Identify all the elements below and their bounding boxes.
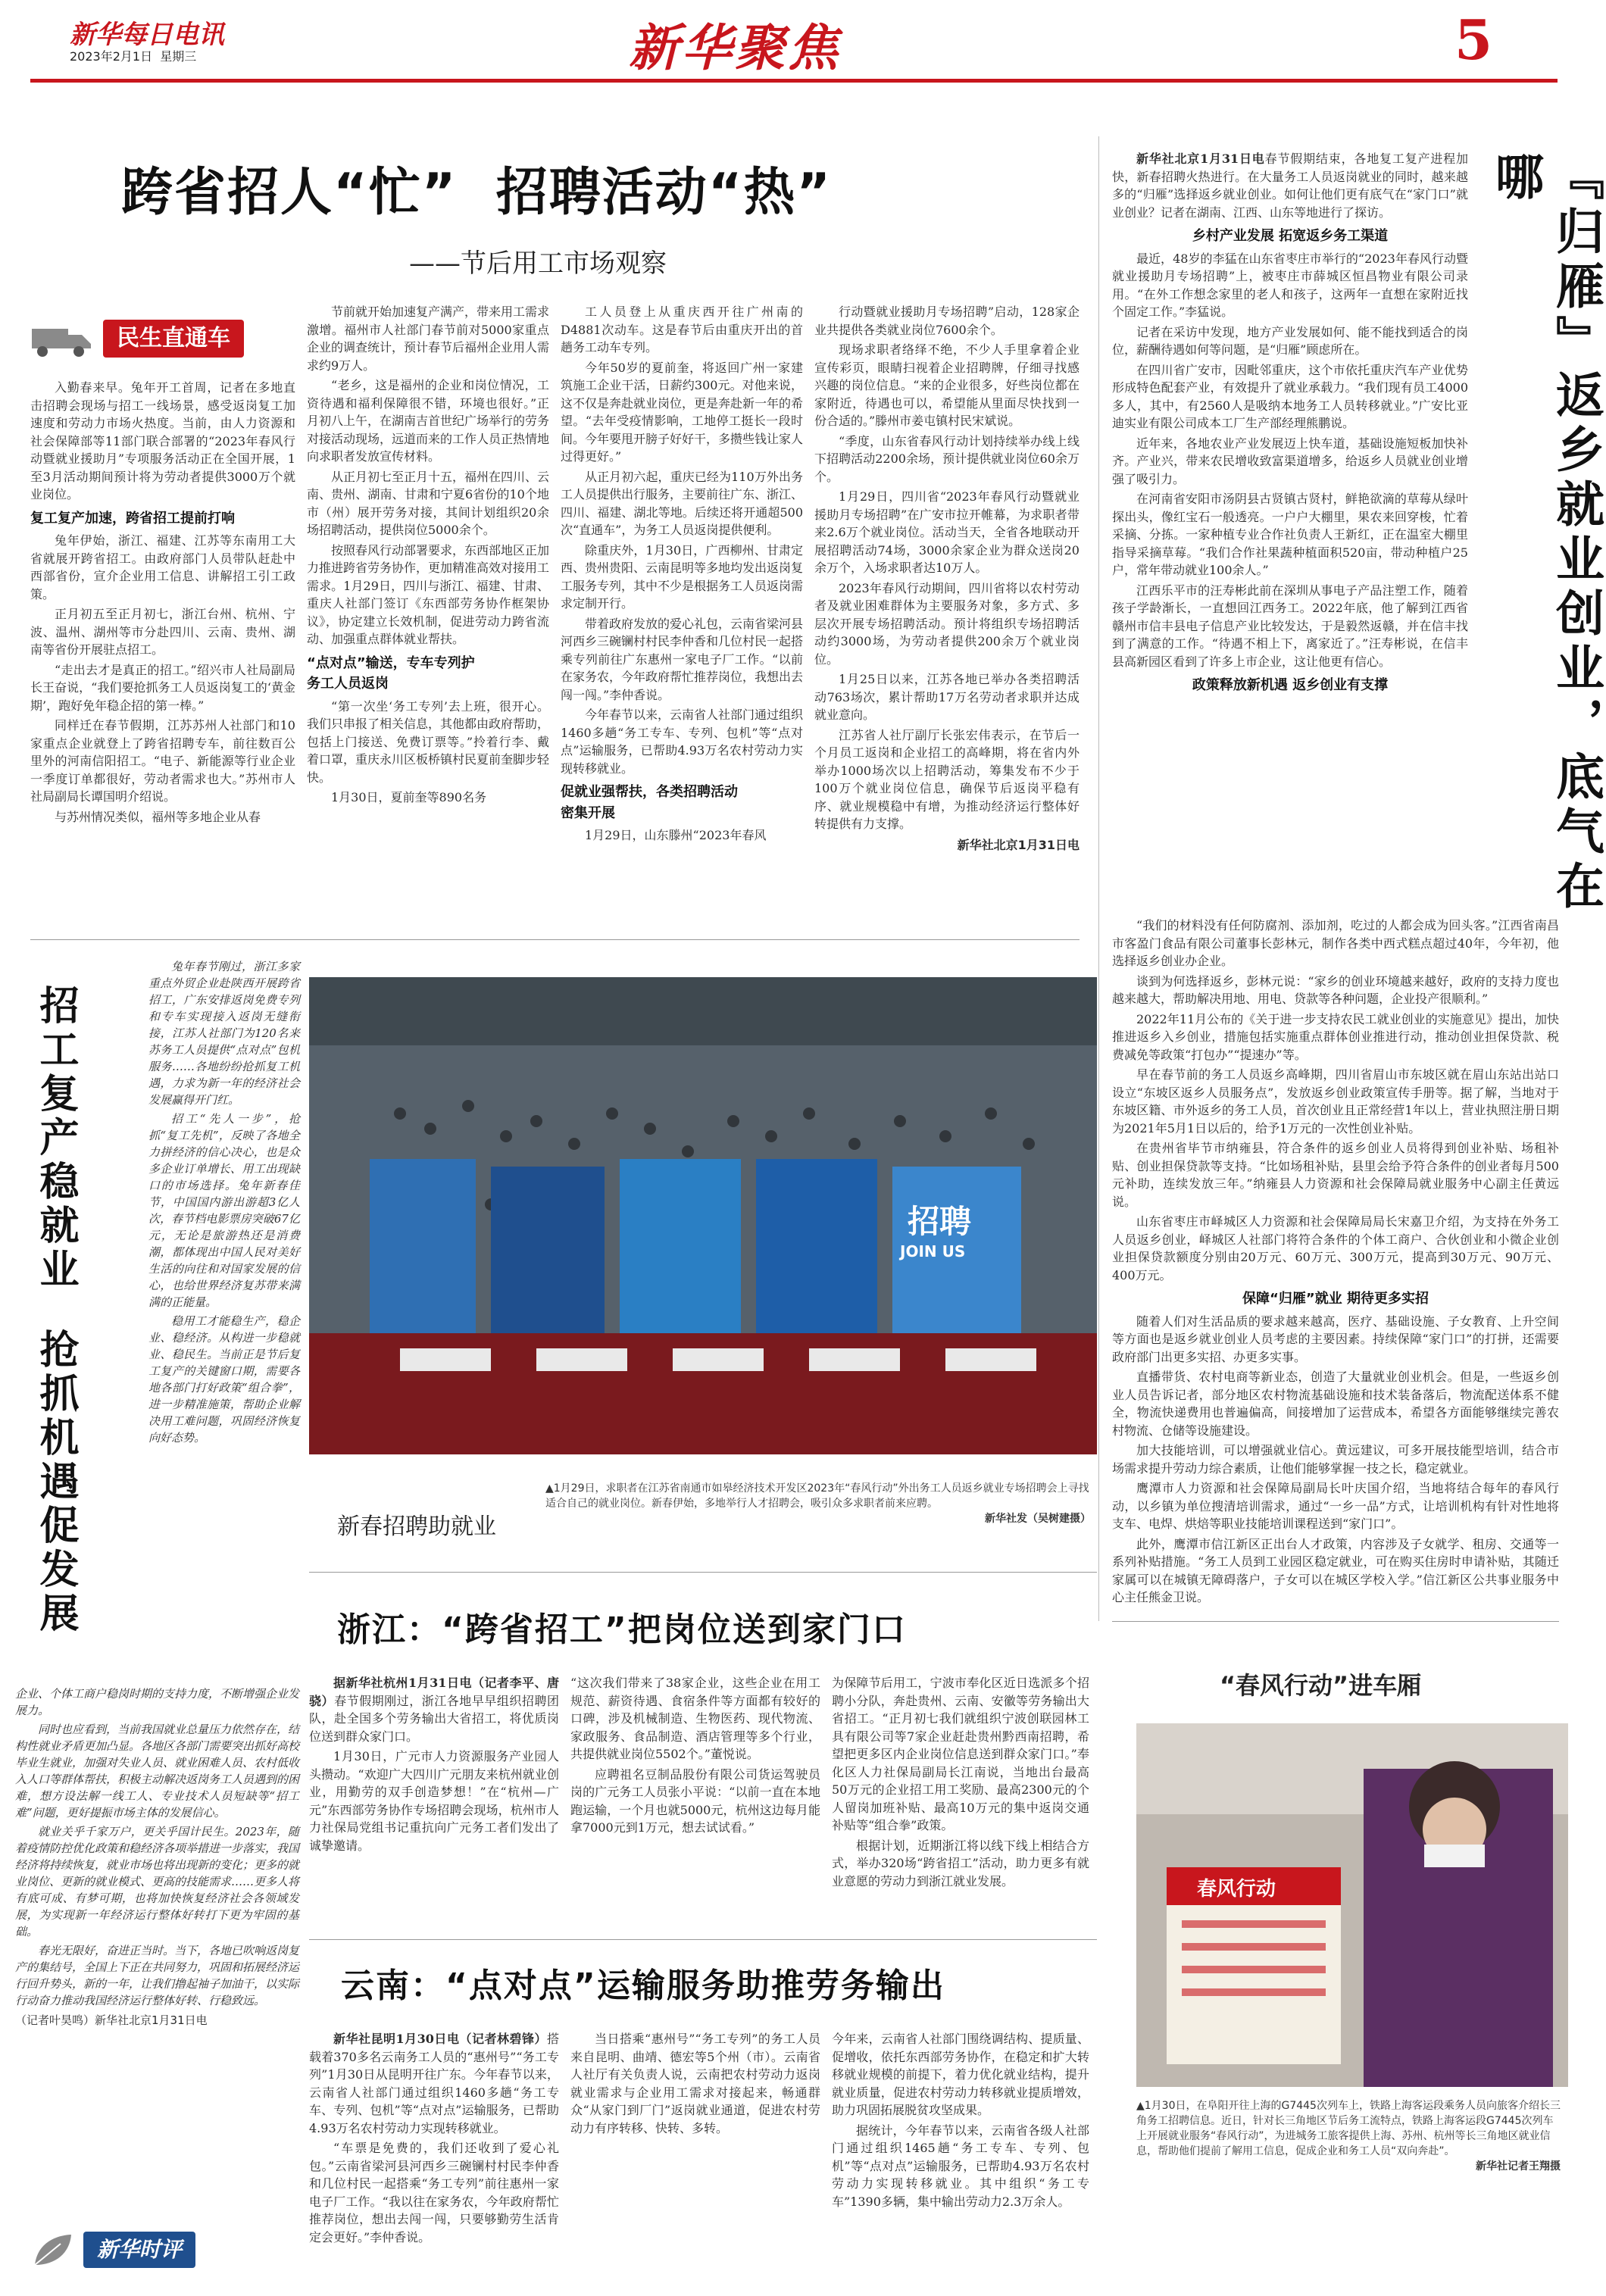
poster-text: 春风行动 [1197, 1878, 1276, 1901]
paragraph: 当日搭乘“惠州号”“务工专列”的务工人员来自昆明、曲靖、德宏等5个州（市）。云南省人社厅有关负责人说，云南把农村劳动力返岗就业需求与企业用工需求对接起来，畅通群众“从家门到厂门”返岗就业通道，促进农村劳动力有序转移、快转、多转。 [570, 2032, 820, 2135]
masthead-rule [30, 79, 1558, 83]
masthead [0, 0, 1588, 76]
paragraph: 带着政府发放的爱心礼包，云南省梁河县河西乡三碗镧村村民李仲香和几位村民一起搭乘专列前往广东惠州一家电子厂工作。“以前在家务农，今年政府帮忙推荐岗位，我想出去闯一闯。”李仲香说。 [561, 616, 804, 702]
photo-credit: 新华社记者王翔摄 [1476, 2160, 1561, 2173]
paragraph: “老乡，这是福州的企业和岗位情况，工资待遇和福利保障很不错，环境也很好。”正月初八上午，在湖南吉首世纪广场举行的劳务对接活动现场，远道而来的工作人员正热情地向求职者发放宣传材料。 [307, 378, 550, 464]
paragraph [309, 2030, 559, 2137]
article-col-2 [307, 303, 549, 809]
paragraph: “第一次坐‘务工专列’去上班，很开心。我们只串报了相关信息，其他都由政府帮助，包括上门接送、免费订票等。”拎着行李、戴着口罩，重庆永川区板桥镇村民夏前奎脚步轻快。 [307, 698, 550, 785]
byline: 新华社北京1月31日电 [957, 837, 1080, 852]
zhejiang-headline: 浙江：“跨省招工”把岗位送到家门口 [337, 1610, 907, 1649]
job-fair-photo-illustration [309, 977, 1097, 1454]
paragraph: 就业关乎千家万户，更关乎国计民生。2023年，随着疫情防控优化政策和稳经济各项举措进一步落实，我国经济将持续恢复，就业市场也将出现新的变化；更多的就业岗位、更新的就业模式、更高的技能需求……更多人将有底可成、有梦可期，也将加快恢复经济社会各领域发展，为实现新一年经济运行整体好转打下更为牢固的基础。 [15, 1825, 300, 1938]
subheading: 乡村产业发展 拓宽返乡务工渠道 [1192, 228, 1389, 244]
paragraph: 1月29日，四川省“2023年春风行动暨就业援助月专场招聘”在广安市拉开帷幕，为求职者带来2.6万个就业岗位。活动当天，全省各地联动开展招聘活动74场，3000余家企业为群众送岗20余万个，入场求职者达10万人。 [814, 489, 1080, 575]
paragraph-text: 春节假期刚过，浙江各地早早组织招聘团队，赴全国多个劳务输出大省招工，将优质岗位送到群众家门口。 [309, 1693, 559, 1744]
yunnan-col-1 [309, 2030, 559, 2248]
paragraph: 除重庆外，1月30日，广西柳州、甘肃定西、贵州贵阳、云南昆明等多地均发出返岗复工服务专列，其中不少是根据务工人员返岗需求定制开行。 [561, 542, 804, 611]
paragraph: 正月初五至正月初七，浙江台州、杭州、宁波、温州、湖州等市分赴四川、云南、贵州、湖南等省份开展驻点招工。 [30, 607, 295, 657]
divider [309, 1572, 1097, 1573]
paragraph: 应聘祖名豆制品股份有限公司货运驾驶员岗的广元务工人员张小平说：“以前一直在本地跑运输，一个月也就5000元，杭州这边每月能拿7000元到1万元，想去试试看。” [570, 1767, 820, 1835]
paragraph: 入勤春来早。兔年开工首周，记者在多地直击招聘会现场与招工一线场景，感受返岗复工加速度和劳动力市场火热度。当前，由人力资源和社会保障部等11部门联合部署的“2023年春风行动暨就业援助月”专项服务活动正在全国开展，1至3月活动期间预计将为劳动者提供3000万个就业岗位。 [30, 380, 295, 501]
subheading: 复工复产加速，跨省招工提前打响 [30, 510, 235, 526]
commentary-title: 招工复产稳就业 抢抓机遇促发展 [33, 985, 78, 1637]
paragraph: 最近，48岁的李猛在山东省枣庄市举行的“2023年春风行动暨就业援助月专场招聘”上，被枣庄市薛城区恒昌物业有限公司录用。“在外工作想念家里的老人和孩子，这两年一直想在家附近找个固定工作。”李猛说。 [1112, 251, 1468, 319]
badge-label: 民生直通车 [103, 320, 244, 358]
lead-text: 春节假期结束，各地复工复产进程加快，新春招聘火热进行。在大量务工人员返岗就业的同时，越来越多的“归雁”选择返乡就业创业。如何让他们更有底气在“家门口”就业创业？记者在湖南、江西、山东等地进行了探访。 [1112, 152, 1468, 220]
paragraph: “季度，山东省春风行动计划持续举办线上线下招聘活动2200余场，预计提供就业岗位60余万个。 [814, 433, 1080, 484]
paragraph: 江苏省人社厅副厅长张宏伟表示，在节后一个月员工返岗和企业招工的高峰期，将在省内外举办1000场次以上招聘活动，筹集发布不少于100万个就业岗位信息，确保节后返岗平稳有序、就业规模稳中有增，为推动经济运行整体好转提供有力支撑。 [814, 727, 1080, 831]
paragraph: 现场求职者络绎不绝，不少人手里拿着企业宣传彩页，眼睛扫视着企业招聘牌，仔细寻找感兴趣的岗位信息。“来的企业很多，好些岗位都在家附近，待遇也可以，希望能从里面尽快找到一份合适的。”滕州市姜屯镇村民宋斌说。 [814, 342, 1080, 428]
commentary-badge [30, 2227, 280, 2273]
paragraph: 兔年春节刚过，浙江多家重点外贸企业赴陕西开展跨省招工，广东安排返岗免费专列和专车实现接入返岗无缝衔接，江苏人社部门为120名来苏务工人员提供“点对点”包机服务……各地纷纷抢抓复工机遇，力求为新一年的经济社会发展赢得开门红。 [148, 960, 300, 1107]
dateline: 新华社北京1月31日电 [1136, 152, 1265, 166]
paragraph: 节前就开始加速复产满产，带来用工需求激增。福州市人社部门春节前对5000家重点企业的调查统计，预计春节后福州企业用人需求约9万人。 [307, 305, 550, 373]
paragraph: 鹰潭市人力资源和社会保障局副局长叶庆国介绍，当地将结合每年的春风行动，以乡镇为单位搜清培训需求，通过“一乡一品”方式，让培训机构有针对性地将支车、电焊、烘焙等职业技能培训课程送到“家门口”。 [1112, 1481, 1559, 1531]
dateline: 据新华社杭州1月31日电（记者李平、唐骁） [309, 1676, 559, 1708]
paragraph: 春光无限好，奋进正当时。当下，各地已吹响返岗复产的集结号，全国上下正在共同努力，巩固和拓展经济运行回升势头，新的一年，让我们撸起袖子加油干，以实际行动奋力推动我国经济运行整体好转、行稳致远。 [15, 1944, 300, 2007]
caption-text: ▲1月29日，求职者在江苏省南通市如皋经济技术开发区2023年“春风行动”外出务工人员返乡就业专场招聘会上寻找适合自己的就业岗位。新春伊始，多地举行人才招聘会，吸引众多求职者前来应聘。 [545, 1482, 1089, 1510]
caption-text: ▲1月30日，在阜阳开往上海的G7445次列车上，铁路上海客运段乘务人员向旅客介绍长三角务工招聘信息。近日，针对长三角地区节后务工流特点，铁路上海客运段G7445次列车上开展就业服务“春风行动”，为进城务工旅客提供上海、苏州、杭州等长三角地区就业信息，帮助他们提前了解用工信息，促成企业和务工人员“双向奔赴”。 [1136, 2100, 1561, 2157]
photo-caption [545, 1481, 1091, 1526]
paragraph: 据统计，今年春节以来，云南省各级人社部门通过组织1465趟“务工专车、专列、包机”等“点对点”运输服务，已帮助4.93万名农村劳动力实现转移就业。其中组织“务工专车”1390多辆，集中输出劳动力2.3万余人。 [832, 2123, 1089, 2209]
paragraph: 2022年11月公布的《关于进一步支持农民工就业创业的实施意见》提出，加快推进返乡入乡创业，措施包括实施重点群体创业推进行动，推动创业担保贷款、税费减免等政策“打包办”“提速办”等。 [1112, 1011, 1559, 1062]
paragraph: 根据计划，近期浙江将以线下线上相结合方式，举办320场“跨省招工”活动，助力更多有就业意愿的劳动力到浙江就业发展。 [832, 1838, 1089, 1888]
paragraph: 在河南省安阳市汤阴县古贤镇古贤村，鲜艳欲滴的草莓从绿叶探出头，像红宝石一般透亮。一户户大棚里，果农来回穿梭，忙着采摘、分拣。一家种植专业合作社负责人王新红，正在温室大棚里指导采摘草莓。“我们合作社果蔬种植面积520亩，带动种植户25户，常年带动就业100余人。” [1112, 492, 1468, 577]
paragraph: 江西乐平市的汪寿彬此前在深圳从事电子产品注塑工作，随着孩子学龄渐长，一直想回江西务工。2022年底，他了解到江西省赣州市信丰县电子信息产业比较发达，于是毅然返赣，并在信丰找到了满意的工作。“待遇不相上下，离家近了。”汪寿彬说，在信丰县高新园区看到了许多上市企业，这让他更有信心。 [1112, 583, 1468, 669]
paragraph: 记者在采访中发现，地方产业发展如何、能不能找到适合的岗位，薪酬待遇如何等问题，是“归雁”顾虑所在。 [1112, 324, 1468, 357]
photo-sign-text: 招聘 [908, 1203, 972, 1240]
paragraph: 兔年伊始，浙江、福建、江苏等东南用工大省就展开跨省招工。由政府部门人员带队赶赴中西部省份，宣介企业用工信息、讲解招工引工政策。 [30, 533, 295, 601]
paragraph: 1月30日，夏前奎等890名务 [331, 790, 487, 804]
divider [30, 939, 1080, 940]
zhejiang-col-3 [832, 1674, 1089, 1892]
page-number: 5 [1454, 8, 1493, 72]
paragraph: 从正月初七至正月十五，福州在四川、云南、贵州、湖南、甘肃和宁夏6省份的10个地市（州）展开劳务对接，其间计划组织20余场招聘活动，提供岗位5000余个。 [307, 469, 550, 537]
paragraph: 招工“先人一步”，抢抓“复工先机”，反映了各地全力拼经济的信心决心，也是众多企业订单增长、用工出现缺口的市场选择。兔年新春佳节，中国国内游出游超3亿人次，春节档电影票房突破67亿元，无论是旅游热还是消费潮，都体现出中国人民对美好生活的向往和对国家发展的信心，也给世界经济复苏带来满满的正能量。 [148, 1112, 300, 1309]
paragraph: 早在春节前的务工人员返乡高峰期，四川省眉山市东坡区就在眉山东站出站口设立“东坡区返乡人员服务点”，发放返乡创业政策宣传手册等。据了解，当地对于东坡区籍、市外返乡的务工人员，首次创业且正常经营1年以上，营业执照注册日期为2021年5月1日以后的，给予1万元的一次性创业补贴。 [1112, 1067, 1559, 1136]
paragraph: 1月25日以来，江苏各地已举办各类招聘活动763场次，累计帮助17万名劳动者求职并达成就业意向。 [814, 672, 1080, 722]
dateline: 新华社昆明1月30日电（记者林碧锋） [333, 2032, 547, 2046]
paragraph: 2023年春风行动期间，四川省将以农村劳动者及就业困难群体为主要服务对象，多方式、多层次开展专场招聘活动。预计将组织专场招聘活动约3000场，为劳动者提供200余万个就业岗位。 [814, 580, 1080, 667]
paragraph: “走出去才是真正的招工。”绍兴市人社局副局长王奋说，“我们要抢抓务工人员返岗复工的‘黄金期’，跑好免年稳企招的第一棒。” [30, 662, 295, 713]
paragraph: 加大技能培训，可以增强就业信心。黄远建议，可多开展技能型培训，结合市场需求提升劳动力综合素质，让他们能够掌握一技之长，稳定就业。 [1112, 1443, 1559, 1476]
divider [1098, 136, 1099, 1621]
paragraph: 企业、个体工商户稳岗时期的支持力度，不断增强企业发展力。 [15, 1687, 300, 1717]
paragraph: 从正月初六起，重庆已经为110万外出务工人员提供出行服务，主要前往广东、浙江、四川、福建、湖北等地。后续还将开通超500次“直通车”，为务工人员返岗提供便利。 [561, 469, 804, 537]
main-subtitle: ——节后用工市场观察 [409, 248, 667, 279]
paragraph: 谈到为何选择返乡，彭林元说：“家乡的创业环境越来越好，政府的支持力度也越来越大，帮助解决用地、用电、贷款等各种问题，企业投产很顺利。” [1112, 973, 1559, 1006]
paragraph: “车票是免费的，我们还收到了爱心礼包。”云南省梁河县河西乡三碗镧村村民李仲香和几位村民一起搭乘“务工专列”前往惠州一家电子厂工作。“我以往在家务农，今年政府帮忙推荐岗位，想出去闯一闯，只要够勤劳生活肯定会更好。”李仲香说。 [309, 2141, 559, 2244]
paragraph: 在贵州省毕节市纳雍县，符合条件的返乡创业人员将得到创业补贴、场租补贴、创业担保贷款等支持。“比如场租补贴，县里会给予符合条件的创业者每月500元补助，连续发放三年。”纳雍县人力资源和社会保障局就业服务中心副主任黄远说。 [1112, 1141, 1559, 1209]
paragraph: 山东省枣庄市峄城区人力资源和社会保障局局长宋嘉卫介绍，为支持在外务工人员返乡创业，峄城区人社部门将符合条件的个体工商户、合伙创业和小微企业创业担保贷款额度分别由20万元、60万元、300万元，提高到30万元、90万元、400万元。 [1112, 1214, 1559, 1282]
paper-name: 新华每日电讯 [70, 20, 224, 50]
side-body [1112, 917, 1559, 1609]
commentary-col-lower [15, 1685, 299, 2029]
paragraph: 稳用工才能稳生产，稳企业、稳经济。从构进一步稳就业、稳民生。当前正是节后复工复产的关键窗口期，需要各地各部门打好政策“组合拳”，进一步精准施策，帮助企业解决用工难问题，巩固经济恢复向好态势。 [148, 1314, 300, 1445]
yunnan-headline: 云南：“点对点”运输服务助推劳务输出 [341, 1966, 945, 2005]
paragraph: “这次我们带来了38家企业，这些企业在用工规范、薪资待遇、食宿条件等方面都有较好的口碑，涉及机械制造、生物医药、现代物流、家政服务、食品制造、酒店管理等多个行业，共提供就业岗位5502个。”董悦说。 [570, 1676, 820, 1761]
paragraph: 工人员登上从重庆西开往广州南的D4881次动车。这是春节后由重庆开出的首趟务工动车专列。 [561, 305, 803, 355]
paragraph: 今年50岁的夏前奎，将返回广州一家建筑施工企业干活，日薪约300元。对他来说，这不仅是奔赴就业岗位，更是奔赴新一年的希望。“去年受疫情影响，工地停工挺长一段时间。今年要甩开膀子好好干，多攒些钱让家人过得更好。” [561, 360, 804, 464]
paragraph: 1月29日，山东滕州“2023年春风 [585, 828, 767, 842]
paragraph: 同时也应看到，当前我国就业总量压力依然存在，结构性就业矛盾更加凸显。各地区各部门需要突出抓好高校毕业生就业，加强对失业人员、就业困难人员、农村低收入人口等群体帮扶，积极主动解决返岗务工人员遇到的困难，想方设法解一线工人、专业技术人员短缺等“招工难”问题，更好提振市场主体的发展信心。 [15, 1723, 300, 1820]
article-col-1 [30, 379, 295, 828]
section-name: 新华聚焦 [629, 18, 841, 77]
paragraph: 随着人们对生活品质的要求越来越高，医疗、基础设施、子女教育、上升空间等方面也是返乡就业创业人员考虑的主要因素。持续保障“家门口”的打拼，还需要政府部门出更多实招、办更多实事。 [1112, 1314, 1559, 1364]
leaf-icon [30, 2230, 76, 2269]
subheading: 务工人员返岗 [307, 676, 389, 692]
photo-credit: 新华社发（吴树建摄） [985, 1513, 1091, 1525]
badge-label: 新华时评 [83, 2232, 195, 2268]
subheading: 保障“归雁”就业 期待更多实招 [1242, 1291, 1429, 1307]
subheading: 促就业强帮扶，各类招聘活动 [561, 784, 738, 800]
job-fair-photo [309, 977, 1097, 1454]
paragraph: 与苏州情况类似，福州等多地企业从春 [55, 809, 261, 824]
paragraph: 为保障节后用工，宁波市奉化区近日选派多个招聘小分队，奔赴贵州、云南、安徽等劳务输出大省招工。“正月初七我们就组织宁波创联园林工具有限公司等7家企业赶赴贵州黔西南招聘，希望把更多区内企业岗位信息送到群众家门口。”奉化区人力社保局副局长江南说，当地出台最高50万元的企业招工用工奖励、最高2300元的个人留岗加班补贴、最高10万元的集中返岗交通补贴等“组合拳”政策。 [832, 1676, 1089, 1832]
byline: （记者叶昊鸣）新华社北京1月31日电 [15, 2013, 208, 2027]
paragraph: “我们的材料没有任何防腐剂、添加剂，吃过的人都会成为回头客。”江西省南昌市客盈门食品有限公司董事长彭林元，制作各类中西式糕点超过40年，今年初，他选择返乡创业办企业。 [1112, 918, 1559, 968]
subheading: “点对点”输送，专车专列护 [307, 654, 475, 671]
paragraph: 行动暨就业援助月专场招聘”启动，128家企业共提供各类就业岗位7600余个。 [814, 305, 1080, 337]
side-story-title: 『归雁』返乡就业创业，底气在哪 [1487, 152, 1604, 915]
divider [309, 1939, 1097, 1940]
paragraph: 1月30日，广元市人力资源服务产业园人头攒动。“欢迎广大四川广元朋友来杭州就业创业，用勤劳的双手创造梦想！”在“杭州—广元”东西部劳务协作专场招聘会现场，杭州市人力社保局党组书记重抗向广元务工者们发出了诚挚邀请。 [309, 1749, 559, 1853]
paragraph: 今年来，云南省人社部门围绕调结构、提质量、促增收，依托东西部劳务协作，在稳定和扩大转移就业规模的前提下，着力优化就业结构，提升就业质量，促进农村劳动力转移就业提质增效，助力巩固拓展脱贫攻坚成果。 [832, 2032, 1089, 2117]
main-headline: 跨省招人“忙” 招聘活动“热” [121, 163, 833, 223]
paragraph: 在四川省广安市，因毗邻重庆，这个市依托重庆汽车产业优势形成特色配套产业，有效提升了就业承载力。“我们现有员工4000多人，其中，有2560人是吸纳本地务工人员转移就业。”广安比亚迪实业有限公司成本工厂生产部经理熊鹏说。 [1112, 362, 1468, 430]
paragraph: 此外，鹰潭市信江新区正出台人才政策，内容涉及子女就学、租房、交通等一系列补贴措施。“务工人员到工业园区稳定就业，可在购买住房时申请补贴，其随迁家属可以在城镇无障碍落户，子女可以在城区学校入学。”信江新区公共事业服务中心主任熊金卫说。 [1112, 1536, 1559, 1604]
commentary-col [148, 958, 300, 1448]
yunnan-col-2 [570, 2030, 820, 2139]
article-col-4 [814, 303, 1080, 854]
yunnan-col-3 [832, 2030, 1089, 2213]
paragraph [309, 1674, 559, 1745]
truck-icon [30, 323, 95, 358]
subheading: 密集开展 [561, 804, 615, 821]
subheading: 政策释放新机遇 返乡创业有支撑 [1192, 677, 1389, 693]
train-photo-caption [1136, 2098, 1561, 2174]
section-badge [30, 317, 273, 361]
zhejiang-col-1 [309, 1674, 559, 1857]
paragraph [1112, 150, 1468, 221]
train-photo-title: “春风行动”进车厢 [1220, 1671, 1422, 1700]
paragraph: 近年来，各地农业产业发展迈上快车道，基础设施短板加快补齐。产业兴，带来农民增收致富渠道增多，给返乡人员就业创业增强了吸引力。 [1112, 436, 1468, 486]
paragraph-text: 搭载着370多名云南务工人员的“惠州号”“务工专列”1月30日从昆明开往广东。今年春节以来，云南省人社部门通过组织1460多趟“务工专车、专列、包机”等“点对点”运输服务，已帮助4.93万名农村劳动力实现转移就业。 [309, 2032, 559, 2135]
train-photo-illustration [1136, 1723, 1568, 2087]
paragraph: 同样迁在春节假期，江苏苏州人社部门和10家重点企业就登上了跨省招聘专车，前往数百公里外的河南信阳招工。“电子、新能源等行业企业一季度订单都很好，劳动者需求也大。”苏州市人社局副局长谭国明介绍说。 [30, 718, 295, 804]
side-lead [1112, 150, 1468, 699]
paragraph: 今年春节以来，云南省人社部门通过组织1460多趟“务工专车、专列、包机”等“点对点”运输服务，已帮助4.93万名农村劳动力实现转移就业。 [561, 708, 804, 776]
zhejiang-col-2 [570, 1674, 820, 1839]
photo-title: 新春招聘助就业 [337, 1513, 496, 1540]
issue-date: 2023年2月1日 星期三 [70, 49, 197, 64]
divider [1112, 1621, 1559, 1622]
paragraph: 按照春风行动部署要求，东西部地区正加力推进跨省劳务协作，更加精准高效对接用工需求。1月29日，四川与浙江、福建、甘肃、重庆人社部门签订《东西部劳务协作框架协议》，协定建立长效机制，促进劳动力跨省流动、加强重点群体就业帮扶。 [307, 542, 550, 646]
article-col-3 [561, 303, 803, 847]
train-photo [1136, 1723, 1568, 2087]
photo-sign-text: JOIN US [900, 1242, 966, 1260]
paragraph: 直播带货、农村电商等新业态，创造了大量就业创业机会。但是，一些返乡创业人员告诉记者，部分地区农村物流基础设施和技术装备落后，物流配送体系不健全，物流快递费用也普遍偏高，间接增加了运营成本，希望各方面能够继续完善农村物流、仓储等设施建设。 [1112, 1370, 1559, 1438]
